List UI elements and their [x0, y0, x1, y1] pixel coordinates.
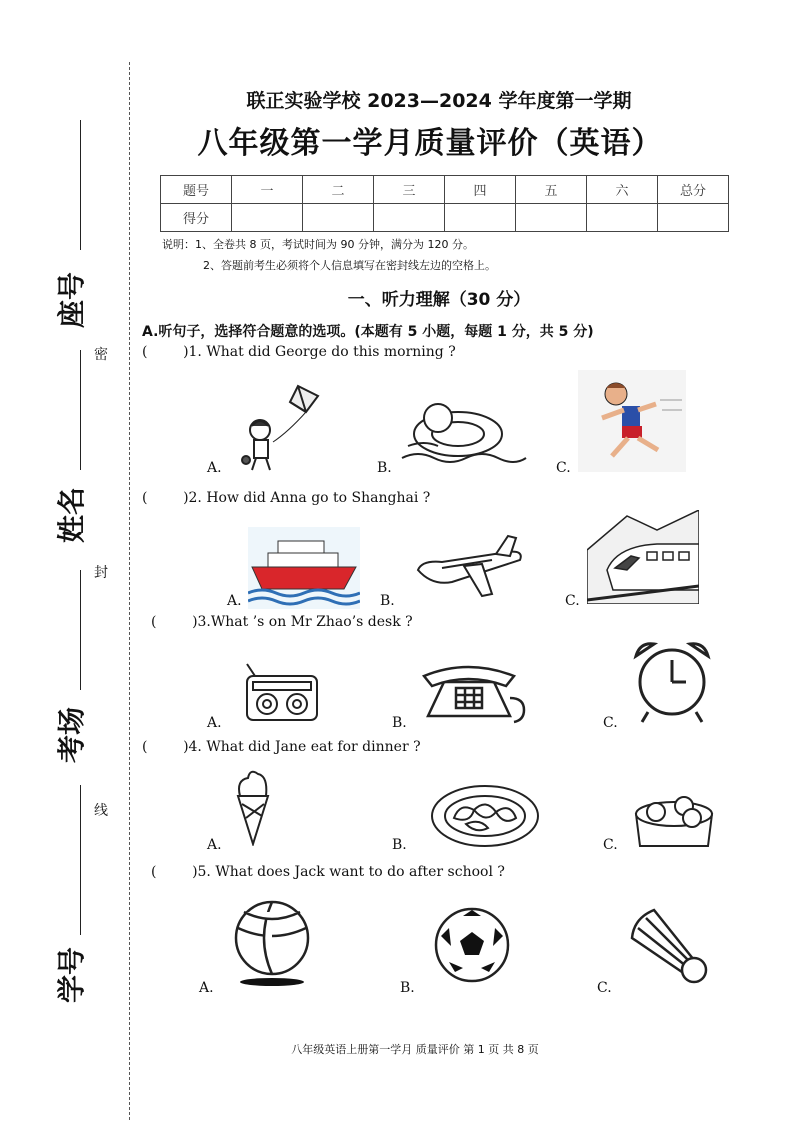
score-table-score-row [161, 204, 729, 232]
score-cell[interactable] [374, 204, 445, 232]
badminton-icon [624, 904, 710, 986]
question-1: ( )1. What did George do this morning ? [142, 344, 456, 360]
seal-char-feng: 封 [94, 565, 108, 581]
section-title: 一、听力理解（30 分） [347, 290, 531, 310]
football-icon [433, 906, 511, 984]
option-5c: C. [597, 980, 612, 996]
section-instruction: A.听句子，选择符合题意的选项。(本题有 5 小题，每题 1 分，共 5 分) [142, 324, 594, 340]
swimming-icon [398, 388, 530, 470]
basketball-icon [230, 898, 314, 988]
exam-note-2: 2、答题前考生必须将个人信息填写在密封线左边的空格上。 [203, 259, 496, 272]
seal-dashed-line [129, 62, 130, 1120]
score-cell[interactable] [587, 204, 658, 232]
ice-cream-icon [232, 766, 274, 846]
option-5a: A. [199, 980, 214, 996]
score-table-header-row [161, 176, 729, 204]
dumplings-icon [430, 784, 540, 848]
alarm-clock-icon [630, 638, 714, 724]
telephone-icon [420, 658, 530, 728]
table-column-header: 五 [516, 176, 587, 204]
seal-char-mi: 密 [94, 347, 108, 363]
option-1c: C. [556, 460, 571, 476]
option-4c: C. [603, 837, 618, 853]
option-3a: A. [207, 715, 222, 731]
ship-icon [248, 527, 360, 609]
name-label: 姓名 [55, 487, 88, 544]
score-cell[interactable] [445, 204, 516, 232]
option-4b: B. [392, 837, 407, 853]
score-cell[interactable] [303, 204, 374, 232]
name-line [80, 350, 81, 470]
seat-number-label: 座号 [55, 272, 88, 329]
option-1a: A. [207, 460, 222, 476]
exam-room-label: 考场 [55, 707, 88, 764]
page-footer: 八年级英语上册第一学月 质量评价 第 1 页 共 8 页 [291, 1043, 539, 1056]
running-icon [578, 370, 686, 472]
question-4: ( )4. What did Jane eat for dinner ? [142, 739, 421, 755]
school-term-heading: 联正实验学校 2023—2024 学年度第一学期 [246, 90, 632, 112]
option-2b: B. [380, 593, 395, 609]
student-id-line [80, 785, 81, 935]
question-2: ( )2. How did Anna go to Shanghai ? [142, 490, 431, 506]
score-cell[interactable] [658, 204, 729, 232]
option-1b: B. [377, 460, 392, 476]
kite-boy-icon [228, 382, 338, 474]
option-3c: C. [603, 715, 618, 731]
table-column-header: 一 [232, 176, 303, 204]
steamed-buns-icon [632, 792, 716, 850]
question-3: ( )3.What ’s on Mr Zhao’s desk ? [151, 614, 413, 630]
score-cell[interactable] [232, 204, 303, 232]
score-cell[interactable] [516, 204, 587, 232]
table-column-header: 二 [303, 176, 374, 204]
student-id-label: 学号 [55, 947, 88, 1004]
exam-room-line [80, 570, 81, 690]
option-5b: B. [400, 980, 415, 996]
table-column-header: 六 [587, 176, 658, 204]
radio-icon [243, 660, 321, 726]
airplane-icon [412, 530, 530, 606]
seal-char-xian: 线 [94, 803, 108, 819]
option-4a: A. [207, 837, 222, 853]
exam-title: 八年级第一学月质量评价（英语） [197, 126, 663, 161]
option-2a: A. [227, 593, 242, 609]
table-column-header: 三 [374, 176, 445, 204]
table-column-header: 四 [445, 176, 516, 204]
option-2c: C. [565, 593, 580, 609]
option-3b: B. [392, 715, 407, 731]
table-row-header: 题号 [161, 176, 232, 204]
train-icon [587, 510, 699, 604]
table-row-header: 得分 [161, 204, 232, 232]
table-column-header: 总分 [658, 176, 729, 204]
score-table [160, 175, 729, 232]
question-5: ( )5. What does Jack want to do after school ? [151, 864, 505, 880]
exam-note-1: 说明：1、全卷共 8 页，考试时间为 90 分钟，满分为 120 分。 [162, 238, 474, 251]
